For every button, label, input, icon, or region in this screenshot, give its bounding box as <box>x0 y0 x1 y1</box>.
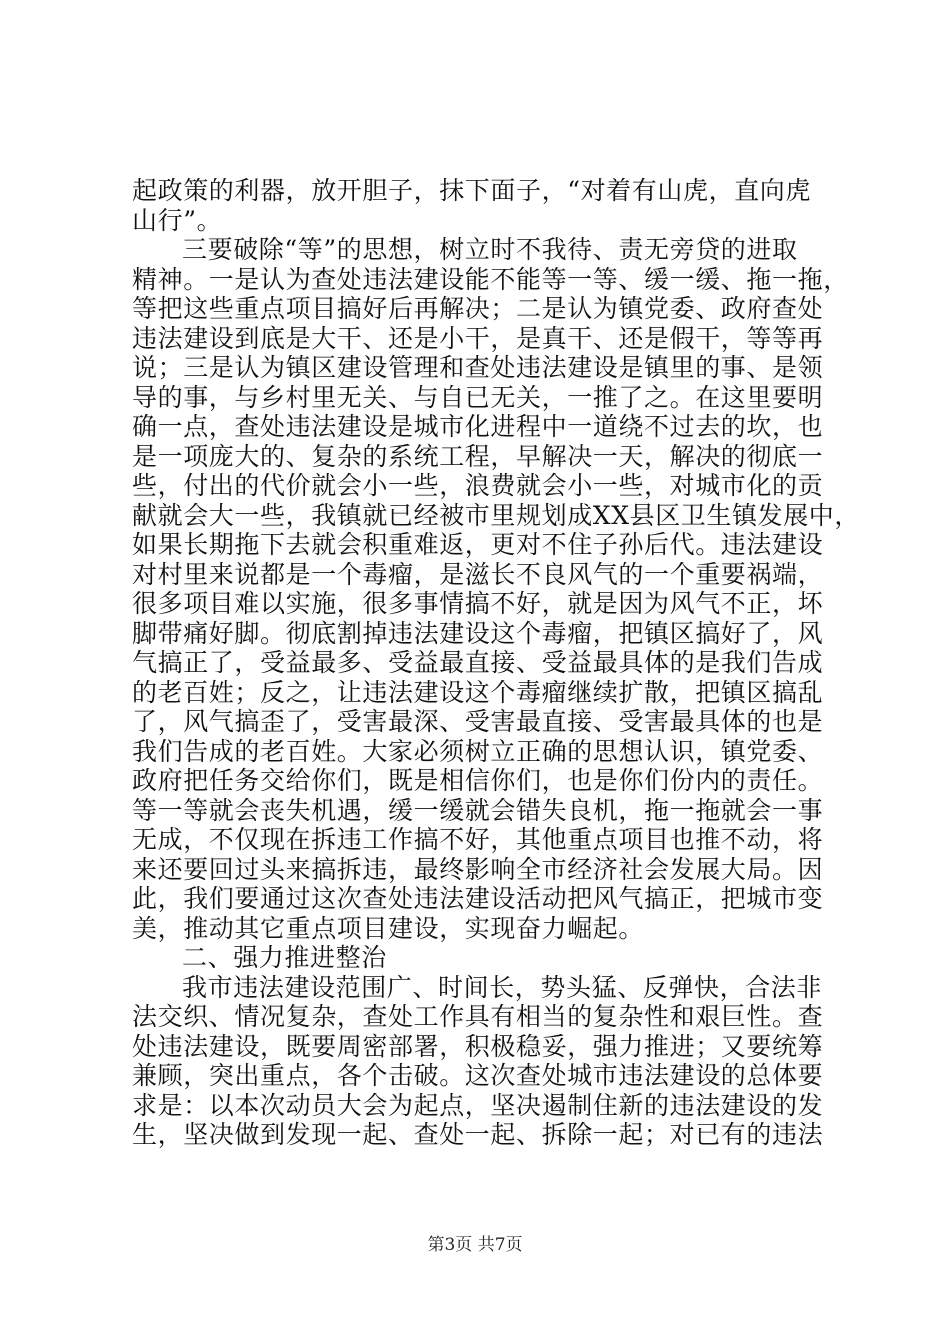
text-line: 兼顾，突出重点，各个击破。这次查处城市违法建设的总体要 <box>132 1061 824 1090</box>
text-line: 等把这些重点项目搞好后再解决；二是认为镇党委、政府查处 <box>132 294 824 323</box>
text-line: 山行”。 <box>132 205 223 235</box>
text-line: 生，坚决做到发现一起、查处一起、拆除一起；对已有的违法 <box>132 1120 824 1149</box>
text-line: 很多项目难以实施，很多事情搞不好，就是因为风气不正，坏 <box>132 589 824 618</box>
text-line: 我市违法建设范围广、时间长，势头猛、反弹快，合法非 <box>182 972 823 1002</box>
text-line: 导的事，与乡村里无关、与自已无关，一推了之。在这里要明 <box>132 382 824 412</box>
text-line: 了，风气搞歪了，受害最深、受害最直接、受害最具体的也是 <box>132 707 824 736</box>
text-line: 此，我们要通过这次查处违法建设活动把风气搞正，把城市变 <box>132 884 824 913</box>
text-line: 法交织、情况复杂，查处工作具有相当的复杂性和艰巨性。查 <box>132 1002 824 1031</box>
text-line: 二、强力推进整治 <box>182 943 387 972</box>
text-line: 精神。一是认为查处违法建设能不能等一等、缓一缓、拖一拖， <box>132 264 849 294</box>
text-line: 脚带痛好脚。彻底割掉违法建设这个毒瘤，把镇区搞好了，风 <box>132 618 824 648</box>
text-line: 等一等就会丧失机遇，缓一缓就会错失良机，拖一拖就会一事 <box>132 795 824 825</box>
text-line: 气搞正了，受益最多、受益最直接、受益最具体的是我们告成 <box>132 648 824 677</box>
text-line: 起政策的利器，放开胆子，抹下面子，“对着有山虎，直向虎 <box>132 176 811 205</box>
text-line: 我们告成的老百姓。大家必须树立正确的思想认识，镇党委、 <box>132 736 824 766</box>
text-line: 三要破除“等”的思想，树立时不我待、责无旁贷的进取 <box>182 235 798 264</box>
text-line: 如果长期拖下去就会积重难返，更对不住子孙后代。违法建设 <box>132 530 824 559</box>
text-line: 献就会大一些，我镇就已经被市里规划成XX县区卫生镇发展中， <box>132 500 860 530</box>
text-line: 对村里来说都是一个毒瘤，是滋长不良风气的一个重要祸端， <box>132 559 824 589</box>
text-line: 美，推动其它重点项目建设，实现奋力崛起。 <box>132 913 645 943</box>
text-line: 违法建设到底是大干、还是小干，是真干、还是假干，等等再 <box>132 323 824 353</box>
text-line: 无成，不仅现在拆违工作搞不好，其他重点项目也推不动，将 <box>132 825 824 854</box>
text-line: 处违法建设，既要周密部署，积极稳妥，强力推进；又要统筹 <box>132 1031 824 1061</box>
text-line: 说；三是认为镇区建设管理和查处违法建设是镇里的事、是领 <box>132 353 824 382</box>
text-line: 是一项庞大的、复杂的系统工程，早解决一天，解决的彻底一 <box>132 441 824 471</box>
text-line: 确一点，查处违法建设是城市化进程中一道绕不过去的坎，也 <box>132 412 824 441</box>
text-line: 政府把任务交给你们，既是相信你们，也是你们份内的责任。 <box>132 766 824 795</box>
page-footer: 第3页 共7页 <box>427 1235 523 1255</box>
document-body <box>132 176 860 1150</box>
text-line: 来还要回过头来搞拆违，最终影响全市经济社会发展大局。因 <box>132 854 824 884</box>
text-line: 些，付出的代价就会小一些，浪费就会小一些，对城市化的贡 <box>132 471 824 500</box>
text-line: 求是：以本次动员大会为起点，坚决遏制住新的违法建设的发 <box>132 1090 824 1120</box>
text-line: 的老百姓；反之，让违法建设这个毒瘤继续扩散，把镇区搞乱 <box>132 677 824 707</box>
